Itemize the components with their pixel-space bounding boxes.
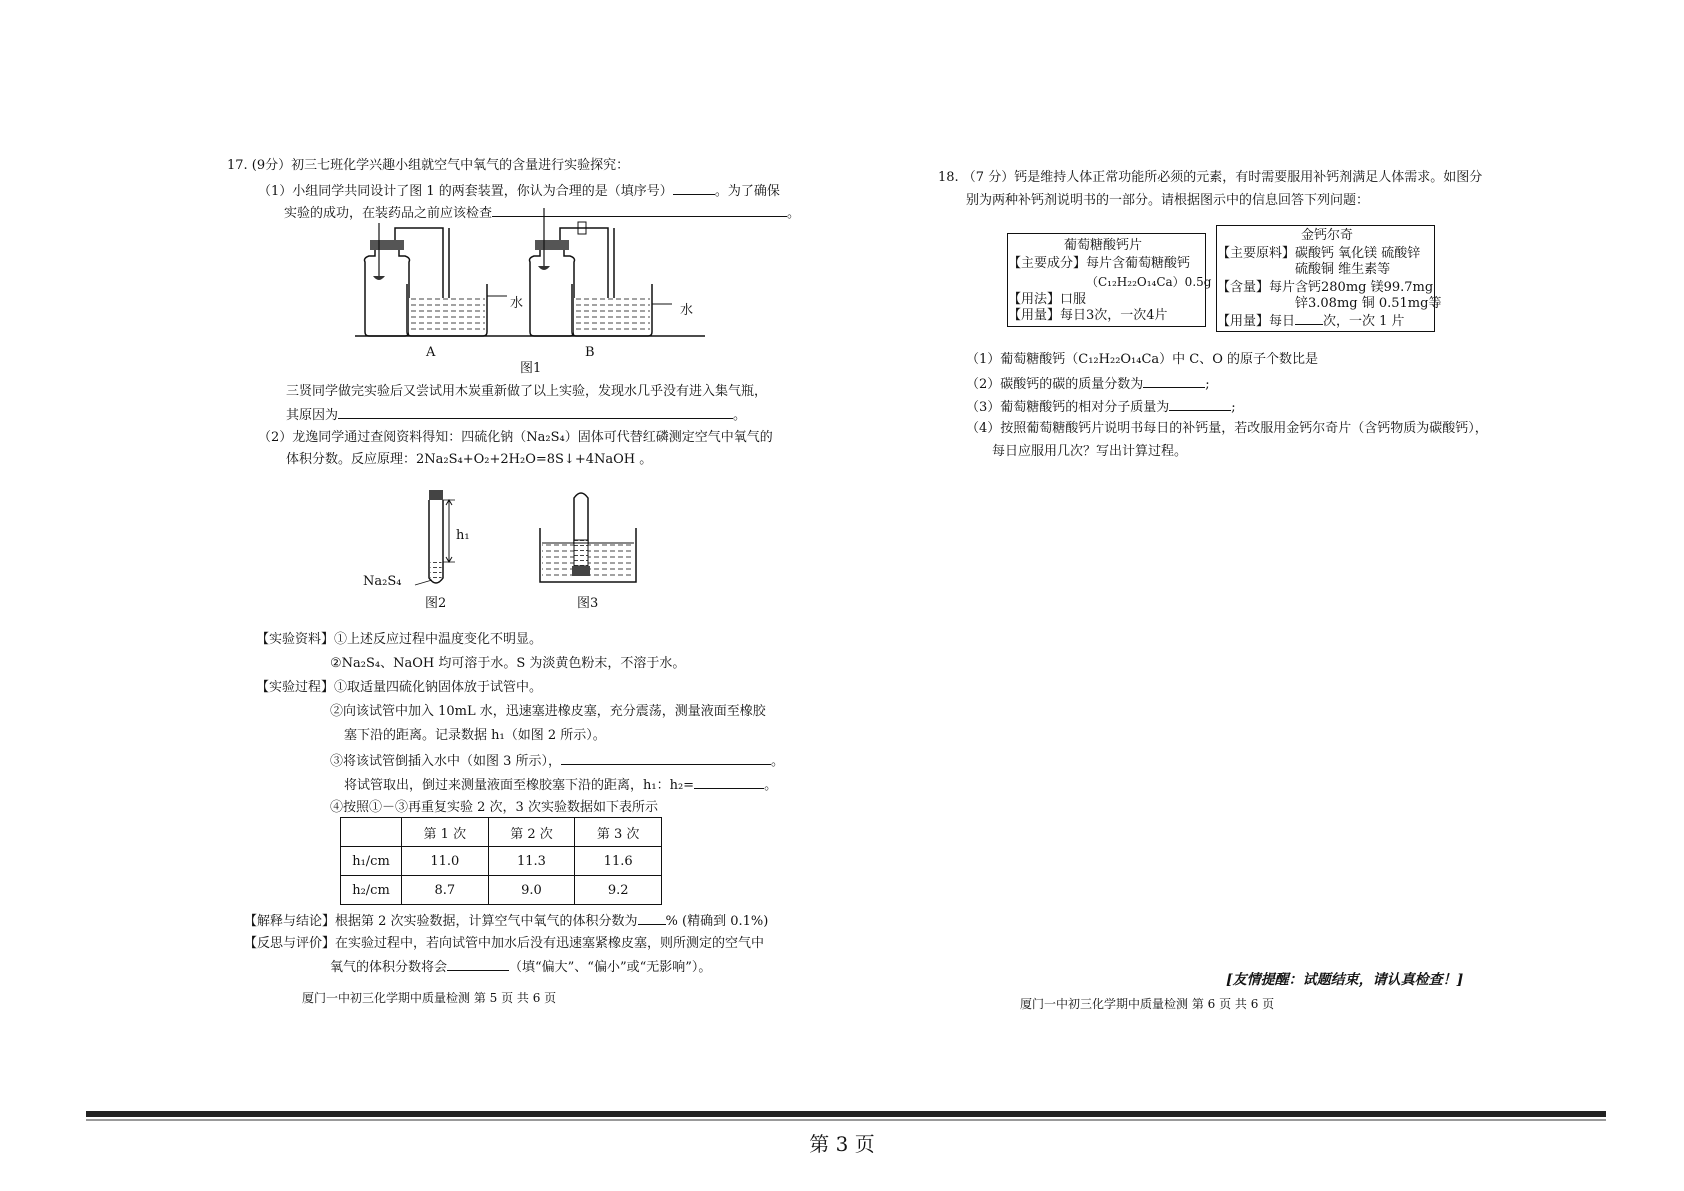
table-cell: 9.0 (488, 876, 575, 905)
calcium-gluconate-ingredient: 【主要成分】每片含葡萄糖酸钙 (1008, 256, 1191, 271)
q17-p1-line1 (258, 182, 780, 200)
jin-gai-er-qi-label (1216, 225, 1442, 332)
figure-1-caption: 图1 (520, 361, 542, 376)
q17-process-2a: ②向该试管中加入 10mL 水，迅速塞进橡皮塞，充分震荡，测量液面至橡胶 (330, 704, 766, 719)
figure-1-label-a: A (426, 345, 436, 360)
dosage-prefix: 【用量】每日 (1217, 314, 1296, 329)
figure-3-inverted-tube (538, 488, 638, 588)
q18-sub-2-line: （2）碳酸钙的碳的质量分数为 ; (966, 377, 1210, 392)
q17-process-2b: 塞下沿的距离。记录数据 h₁（如图 2 所示）。 (344, 728, 606, 743)
jin-gai-er-qi-content: 【含量】每片含钙280mg 镁99.7mg (1217, 280, 1434, 295)
calcium-gluconate-usage: 【用法】口服 (1008, 292, 1087, 307)
q17-title: 17. (9分）初三七班化学兴趣小组就空气中氧气的含量进行实验探究： (227, 158, 630, 173)
jin-gai-er-qi-ingredients-2: 硫酸铜 维生素等 (1295, 262, 1391, 277)
figure-2-caption: 图2 (425, 596, 447, 611)
q18-answer-blank-3[interactable] (1169, 398, 1231, 411)
q18-sub-3-line: （3）葡萄糖酸钙的相对分子质量为 ; (966, 400, 1236, 415)
q17-research-2: ②Na₂S₄、NaOH 均可溶于水。S 为淡黄色粉末，不溶于水。 (330, 656, 686, 671)
q17-p1c-text: 实验的成功，在装药品之前应该检查 (284, 206, 493, 221)
q17-answer-blank-7[interactable] (447, 958, 509, 971)
table-cell: h₂/cm (341, 876, 402, 905)
q18-sub-1: （1）葡萄糖酸钙（C₁₂H₂₂O₁₄Ca）中 C、O 的原子个数比是 (966, 352, 1319, 367)
q17-p1d: 三贤同学做完实验后又尝试用木炭重新做了以上实验，发现水几乎没有进入集气瓶， (286, 384, 768, 399)
figure-1-apparatus (355, 218, 715, 358)
dosage-blank[interactable] (1295, 312, 1323, 325)
table-cell: 8.7 (402, 876, 489, 905)
apparatus-b (530, 208, 673, 336)
calcium-gluconate-label (1007, 233, 1212, 327)
left-page-footer: 厦门一中初三化学期中质量检测 第 5 页 共 6 页 (302, 991, 557, 1005)
q17-p1b-text: 。为了确保 (714, 184, 780, 199)
q17-answer-blank-5[interactable] (694, 776, 764, 789)
q17-p1a-text: （1）小组同学共同设计了图 1 的两套装置，你认为合理的是（填序号） (258, 184, 673, 199)
q18-s2-text: （2）碳酸钙的碳的质量分数为 (966, 377, 1144, 392)
q17-research-1: 【实验资料】①上述反应过程中温度变化不明显。 (256, 632, 543, 647)
figure-1-label-b: B (585, 345, 595, 360)
q17-p2a: （2）龙逸同学通过查阅资料得知：四硫化钠（Na₂S₄）固体可代替红磷测定空气中氧气的 (258, 430, 773, 445)
q17-answer-blank-3[interactable] (338, 406, 733, 419)
q18-title: 18. （7 分）钙是维持人体正常功能所必须的元素，有时需要服用补钙剂满足人体需求。如图分 (938, 170, 1483, 185)
footer-divider (86, 1111, 1606, 1117)
table-header-cell (341, 818, 402, 847)
page-number: 第 3 页 (809, 1132, 875, 1156)
water-label-b: 水 (680, 303, 694, 318)
q17-p1e-line: 其原因为 。 (286, 408, 747, 423)
q17-p1e-text: 其原因为 (286, 408, 339, 423)
jin-gai-er-qi-name: 金钙尔奇 (1301, 228, 1354, 243)
q17-p1-line2: 实验的成功，在装药品之前应该检查 。 (284, 206, 801, 221)
q17-proc3b-text: 将试管取出，倒过来测量液面至橡胶塞下沿的距离，h₁：h₂= (344, 778, 695, 793)
q17-reflection-2-line (330, 958, 711, 976)
q17-answer-blank-1[interactable] (673, 182, 715, 195)
q17-conclusion-line (244, 912, 768, 930)
q18-answer-blank-2[interactable] (1143, 375, 1205, 388)
right-page-footer: 厦门一中初三化学期中质量检测 第 6 页 共 6 页 (1020, 997, 1275, 1011)
table-cell: 11.0 (402, 847, 489, 876)
q17-reflection-1: 【反思与评价】在实验过程中，若向试管中加水后没有迅速塞紧橡皮塞，则所测定的空气中 (244, 936, 765, 951)
q17-concl-tail: % (精确到 0.1%) (665, 914, 769, 929)
q17-concl-text: 【解释与结论】根据第 2 次实验数据，计算空气中氧气的体积分数为 (244, 914, 638, 929)
calcium-gluconate-formula: （C₁₂H₂₂O₁₄Ca）0.5g (1086, 275, 1212, 289)
figure-3-caption: 图3 (577, 596, 599, 611)
apparatus-a (365, 223, 508, 336)
q17-process-3a-line: ③将该试管倒插入水中（如图 3 所示）， 。 (330, 754, 785, 769)
q17-proc3a-text: ③将该试管倒插入水中（如图 3 所示）， (330, 754, 562, 769)
figure-2-test-tube (415, 490, 495, 590)
q17-answer-blank-2[interactable] (492, 204, 787, 217)
calcium-gluconate-dosage: 【用量】每日3次，一次4片 (1008, 308, 1168, 323)
experiment-data-table (340, 817, 662, 905)
table-cell: h₁/cm (341, 847, 402, 876)
table-cell: 11.3 (488, 847, 575, 876)
q17-process-1: 【实验过程】①取适量四硫化钠固体放于试管中。 (256, 680, 543, 695)
q18-sub-4a: （4）按照葡萄糖酸钙片说明书每日的补钙量，若改服用金钙尔奇片（含钙物质为碳酸钙）， (966, 421, 1488, 436)
q17-process-3b-line: 将试管取出，倒过来测量液面至橡胶塞下沿的距离，h₁：h₂= 。 (344, 778, 778, 793)
jin-gai-er-qi-content-2: 锌3.08mg 铜 0.51mg等 (1295, 296, 1442, 311)
q18-s3-text: （3）葡萄糖酸钙的相对分子质量为 (966, 400, 1170, 415)
table-header-cell: 第 1 次 (402, 818, 489, 847)
dosage-suffix: 次，一次 1 片 (1323, 314, 1405, 329)
table-header-cell: 第 3 次 (575, 818, 662, 847)
q18-sub-4b: 每日应服用几次？写出计算过程。 (992, 444, 1188, 459)
table-cell: 9.2 (575, 876, 662, 905)
q17-process-4: ④按照①－③再重复实验 2 次，3 次实验数据如下表所示 (330, 800, 658, 815)
table-cell: 11.6 (575, 847, 662, 876)
table-header-row (341, 818, 662, 847)
q17-answer-blank-4[interactable] (561, 752, 771, 765)
q17-refl2a-text: 氧气的体积分数将会 (330, 960, 448, 975)
figure-2-label-h1: h₁ (456, 528, 470, 543)
q17-p2b: 体积分数。反应原理：2Na₂S₄+O₂+2H₂O=8S↓+4NaOH 。 (286, 452, 653, 467)
table-row (341, 847, 662, 876)
jin-gai-er-qi-ingredients: 【主要原料】碳酸钙 氧化镁 硫酸锌 (1217, 246, 1421, 261)
q17-answer-blank-6[interactable] (638, 912, 666, 925)
jin-gai-er-qi-dosage (1217, 312, 1405, 330)
q18-title-2: 别为两种补钙剂说明书的一部分。请根据图示中的信息回答下列问题： (966, 193, 1370, 208)
footer-divider-shadow (86, 1119, 1606, 1121)
table-row (341, 876, 662, 905)
q17-refl2b-text: （填“偏大”、“偏小”或“无影响”）。 (509, 960, 712, 975)
table-header-cell: 第 2 次 (488, 818, 575, 847)
water-label-a: 水 (510, 296, 524, 311)
calcium-gluconate-name: 葡萄糖酸钙片 (1064, 238, 1143, 253)
exam-end-reminder: [友情提醒：试题结束，请认真检查！] (1226, 972, 1464, 988)
figure-2-label-na2s4: Na₂S₄ (363, 574, 402, 589)
